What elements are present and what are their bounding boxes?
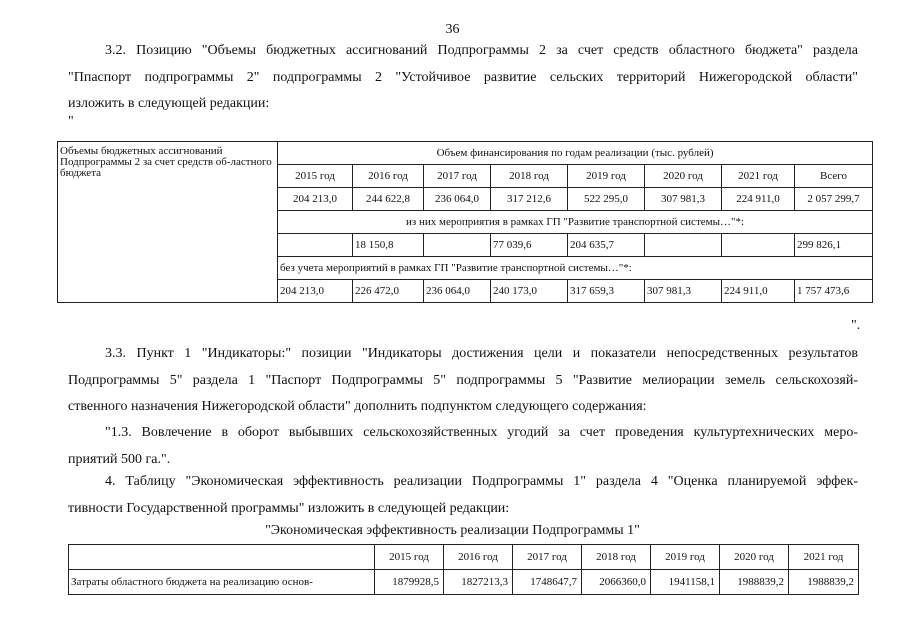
sub2-cell: 1 757 473,6 [795,280,873,303]
year-header: 2016 год [444,545,513,570]
year-header: 2021 год [722,165,795,188]
total-header: Всего [795,165,873,188]
year-header: 2020 год [720,545,789,570]
sub2-cell: 307 981,3 [645,280,722,303]
sub1-cell [722,234,795,257]
sub2-cell: 317 659,3 [568,280,645,303]
paragraph-line: 3.2. Позицию "Объемы бюджетных ассигнований Подпрограммы 2 за счет средств областного бюджета" раздела [105,43,858,58]
economic-efficiency-table [68,544,859,595]
value-cell: 1879928,5 [375,570,444,595]
paragraph-1-3 [68,420,858,473]
sub1-cell: 18 150,8 [353,234,424,257]
row-label: Затраты областного бюджета на реализацию основ- [69,570,375,595]
sub2-cell: 226 472,0 [353,280,424,303]
sub2-cell: 204 213,0 [278,280,353,303]
sub1-cell: 204 635,7 [568,234,645,257]
efficiency-table-title: "Экономическая эффективность реализации Подпрограммы 1" [265,523,640,538]
total-cell: 236 064,0 [424,188,491,211]
year-header: 2018 год [491,165,568,188]
sub2-cell: 240 173,0 [491,280,568,303]
paragraph-3-2 [68,38,858,118]
sub2-cell: 236 064,0 [424,280,491,303]
year-header: 2019 год [651,545,720,570]
closing-quote: ". [851,318,861,333]
sub2-cell: 224 911,0 [722,280,795,303]
year-header: 2021 год [789,545,859,570]
paragraph-line: 4. Таблицу "Экономическая эффективность реализации Подпрограммы 1" раздела 4 "Оценка планируемой эффек- [105,474,858,489]
year-header: 2018 год [582,545,651,570]
total-cell: 244 622,8 [353,188,424,211]
budget-allocation-table [57,141,873,303]
paragraph-4 [68,469,858,522]
year-header: 2016 год [353,165,424,188]
year-header: 2017 год [513,545,582,570]
financing-header: Объем финансирования по годам реализации (тыс. рублей) [278,142,873,165]
subsection-label: из них мероприятия в рамках ГП "Развитие транспортной системы…"*: [278,211,873,234]
paragraph-line: ственного назначения Нижегородской области" дополнить подпунктом следующего содержания: [68,399,647,414]
year-header: 2019 год [568,165,645,188]
total-cell: 2 057 299,7 [795,188,873,211]
subsection-label: без учета мероприятий в рамках ГП "Развитие транспортной системы…"*: [278,257,873,280]
value-cell: 2066360,0 [582,570,651,595]
paragraph-line: "Ппаспорт подпрограммы 2" подпрограммы 2 "Устойчивое развитие сельских территорий Нижегородской области" [68,69,858,85]
paragraph-line: Подпрограммы 5" раздела 1 "Паспорт Подпрограммы 5" подпрограммы 5 "Развитие мелиорации земель сельскохозяй- [68,372,858,388]
paragraph-line: изложить в следующей редакции: [68,96,270,111]
paragraph-3-3 [68,341,858,421]
empty-header-cell [69,545,375,570]
sub1-cell [645,234,722,257]
value-cell: 1748647,7 [513,570,582,595]
year-header: 2015 год [375,545,444,570]
year-header: 2015 год [278,165,353,188]
budget-position-label: Объемы бюджетных ассигнований Подпрограммы 2 за счет средств об-ластного бюджета [58,142,278,303]
value-cell: 1827213,3 [444,570,513,595]
total-cell: 204 213,0 [278,188,353,211]
total-cell: 522 295,0 [568,188,645,211]
paragraph-line: "1.3. Вовлечение в оборот выбывших сельскохозяйственных угодий за счет проведения культуртехнических меро- [105,425,858,440]
opening-quote: " [68,114,74,129]
sub1-cell: 299 826,1 [795,234,873,257]
total-cell: 224 911,0 [722,188,795,211]
page-number: 36 [445,22,460,37]
total-cell: 307 981,3 [645,188,722,211]
year-header: 2020 год [645,165,722,188]
paragraph-line: приятий 500 га.". [68,451,171,467]
value-cell: 1988839,2 [720,570,789,595]
paragraph-line: 3.3. Пункт 1 "Индикаторы:" позиции "Индикаторы достижения цели и показатели непосредственных результатов [105,346,858,361]
sub1-cell [278,234,353,257]
sub1-cell [424,234,491,257]
value-cell: 1941158,1 [651,570,720,595]
year-header: 2017 год [424,165,491,188]
total-cell: 317 212,6 [491,188,568,211]
value-cell: 1988839,2 [789,570,859,595]
paragraph-line: тивности Государственной программы" изложить в следующей редакции: [68,500,510,516]
sub1-cell: 77 039,6 [491,234,568,257]
